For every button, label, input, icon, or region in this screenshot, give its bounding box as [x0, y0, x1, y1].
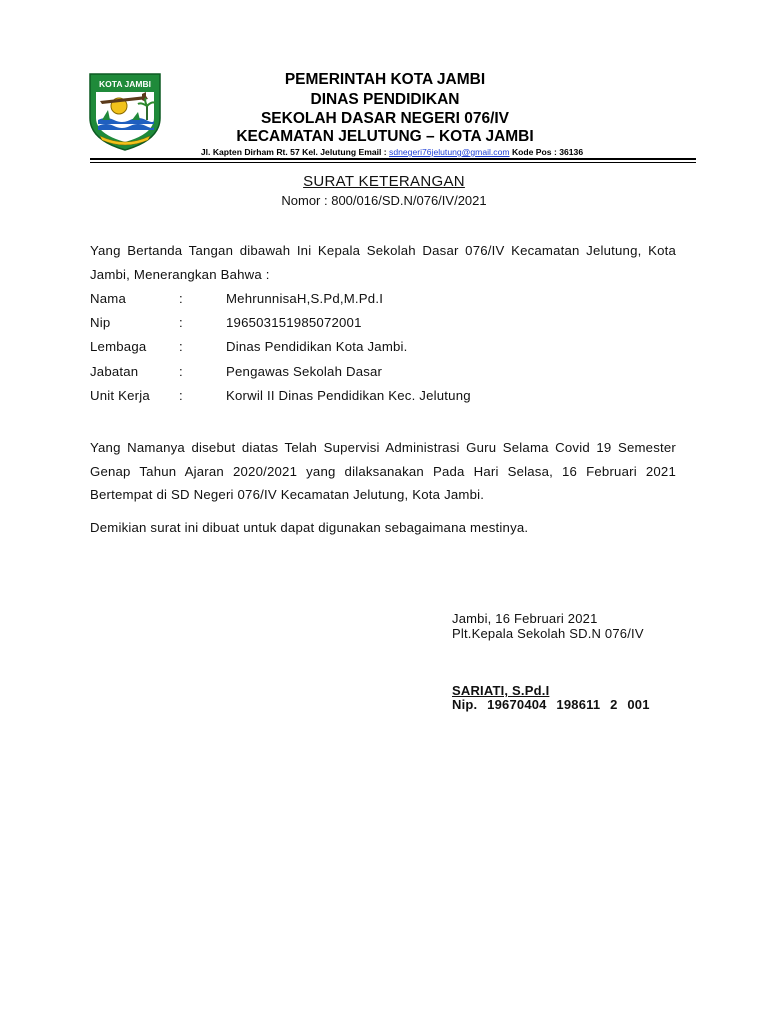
field-colon: : — [179, 339, 183, 355]
government-name: PEMERINTAH KOTA JAMBI — [284, 71, 486, 88]
document-title-text: SURAT KETERANGAN — [303, 173, 465, 190]
district-name: KECAMATAN JELUTUNG – KOTA JAMBI — [236, 128, 534, 145]
signature-nip: Nip. 19670404 198611 2 001 — [452, 697, 650, 712]
field-value: 196503151985072001 — [226, 315, 362, 331]
field-colon: : — [179, 315, 183, 331]
identity-fields — [90, 291, 690, 412]
field-label: Unit Kerja — [90, 387, 150, 403]
field-colon: : — [179, 363, 183, 379]
field-row-lembaga — [90, 339, 690, 363]
intro-paragraph: Yang Bertanda Tangan dibawah Ini Kepala Sekolah Dasar 076/IV Kecamatan Jelutung, Kota Jambi, Menerangkan Bahwa : — [90, 243, 676, 282]
body-paragraph: Yang Namanya disebut diatas Telah Supervisi Administrasi Guru Selama Covid 19 Semester Genap Tahun Ajaran 2020/2021 yang dilaksanakan Pada Hari Selasa, 16 Februari 2021 Bertempat di SD Negeri 076/IV Kecamatan Jelutung, Kota Jambi. — [90, 440, 676, 502]
address-suffix: Kode Pos : 36136 — [511, 147, 584, 157]
field-value: Pengawas Sekolah Dasar — [226, 363, 383, 379]
header-divider — [90, 158, 696, 160]
field-value: Dinas Pendidikan Kota Jambi. — [226, 339, 408, 355]
field-row-unit-kerja — [90, 388, 690, 412]
field-label: Lembaga — [90, 339, 147, 355]
field-label: Jabatan — [90, 363, 139, 379]
field-value: Korwil II Dinas Pendidikan Kec. Jelutung — [226, 387, 471, 403]
field-label: Nip — [90, 315, 111, 331]
header-divider-thin — [90, 162, 696, 163]
email-link[interactable]: sdnegeri76jelutung@gmail.com — [389, 147, 510, 157]
field-row-nama — [90, 291, 690, 315]
signature-role: Plt.Kepala Sekolah SD.N 076/IV — [452, 626, 644, 641]
closing-paragraph: Demikian surat ini dibuat untuk dapat digunakan sebagaimana mestinya. — [90, 520, 529, 535]
document-title — [0, 173, 768, 190]
field-colon: : — [179, 387, 183, 403]
school-address — [100, 147, 684, 157]
agency-name: DINAS PENDIDIKAN — [310, 91, 460, 108]
address-prefix: Jl. Kapten Dirham Rt. 57 Kel. Jelutung Email : — [200, 147, 387, 157]
emblem-label: KOTA JAMBI — [99, 79, 151, 89]
field-row-jabatan — [90, 364, 690, 388]
signature-name: SARIATI, S.Pd.I — [452, 683, 550, 698]
school-name: SEKOLAH DASAR NEGERI 076/IV — [260, 110, 510, 127]
document-number: Nomor : 800/016/SD.N/076/IV/2021 — [281, 193, 487, 208]
field-row-nip — [90, 315, 690, 339]
field-colon: : — [179, 291, 183, 306]
kota-jambi-emblem-icon — [86, 70, 164, 152]
field-value: MehrunnisaH,S.Pd,M.Pd.I — [226, 291, 384, 306]
field-label: Nama — [90, 291, 126, 306]
signature-place-date: Jambi, 16 Februari 2021 — [452, 611, 598, 626]
